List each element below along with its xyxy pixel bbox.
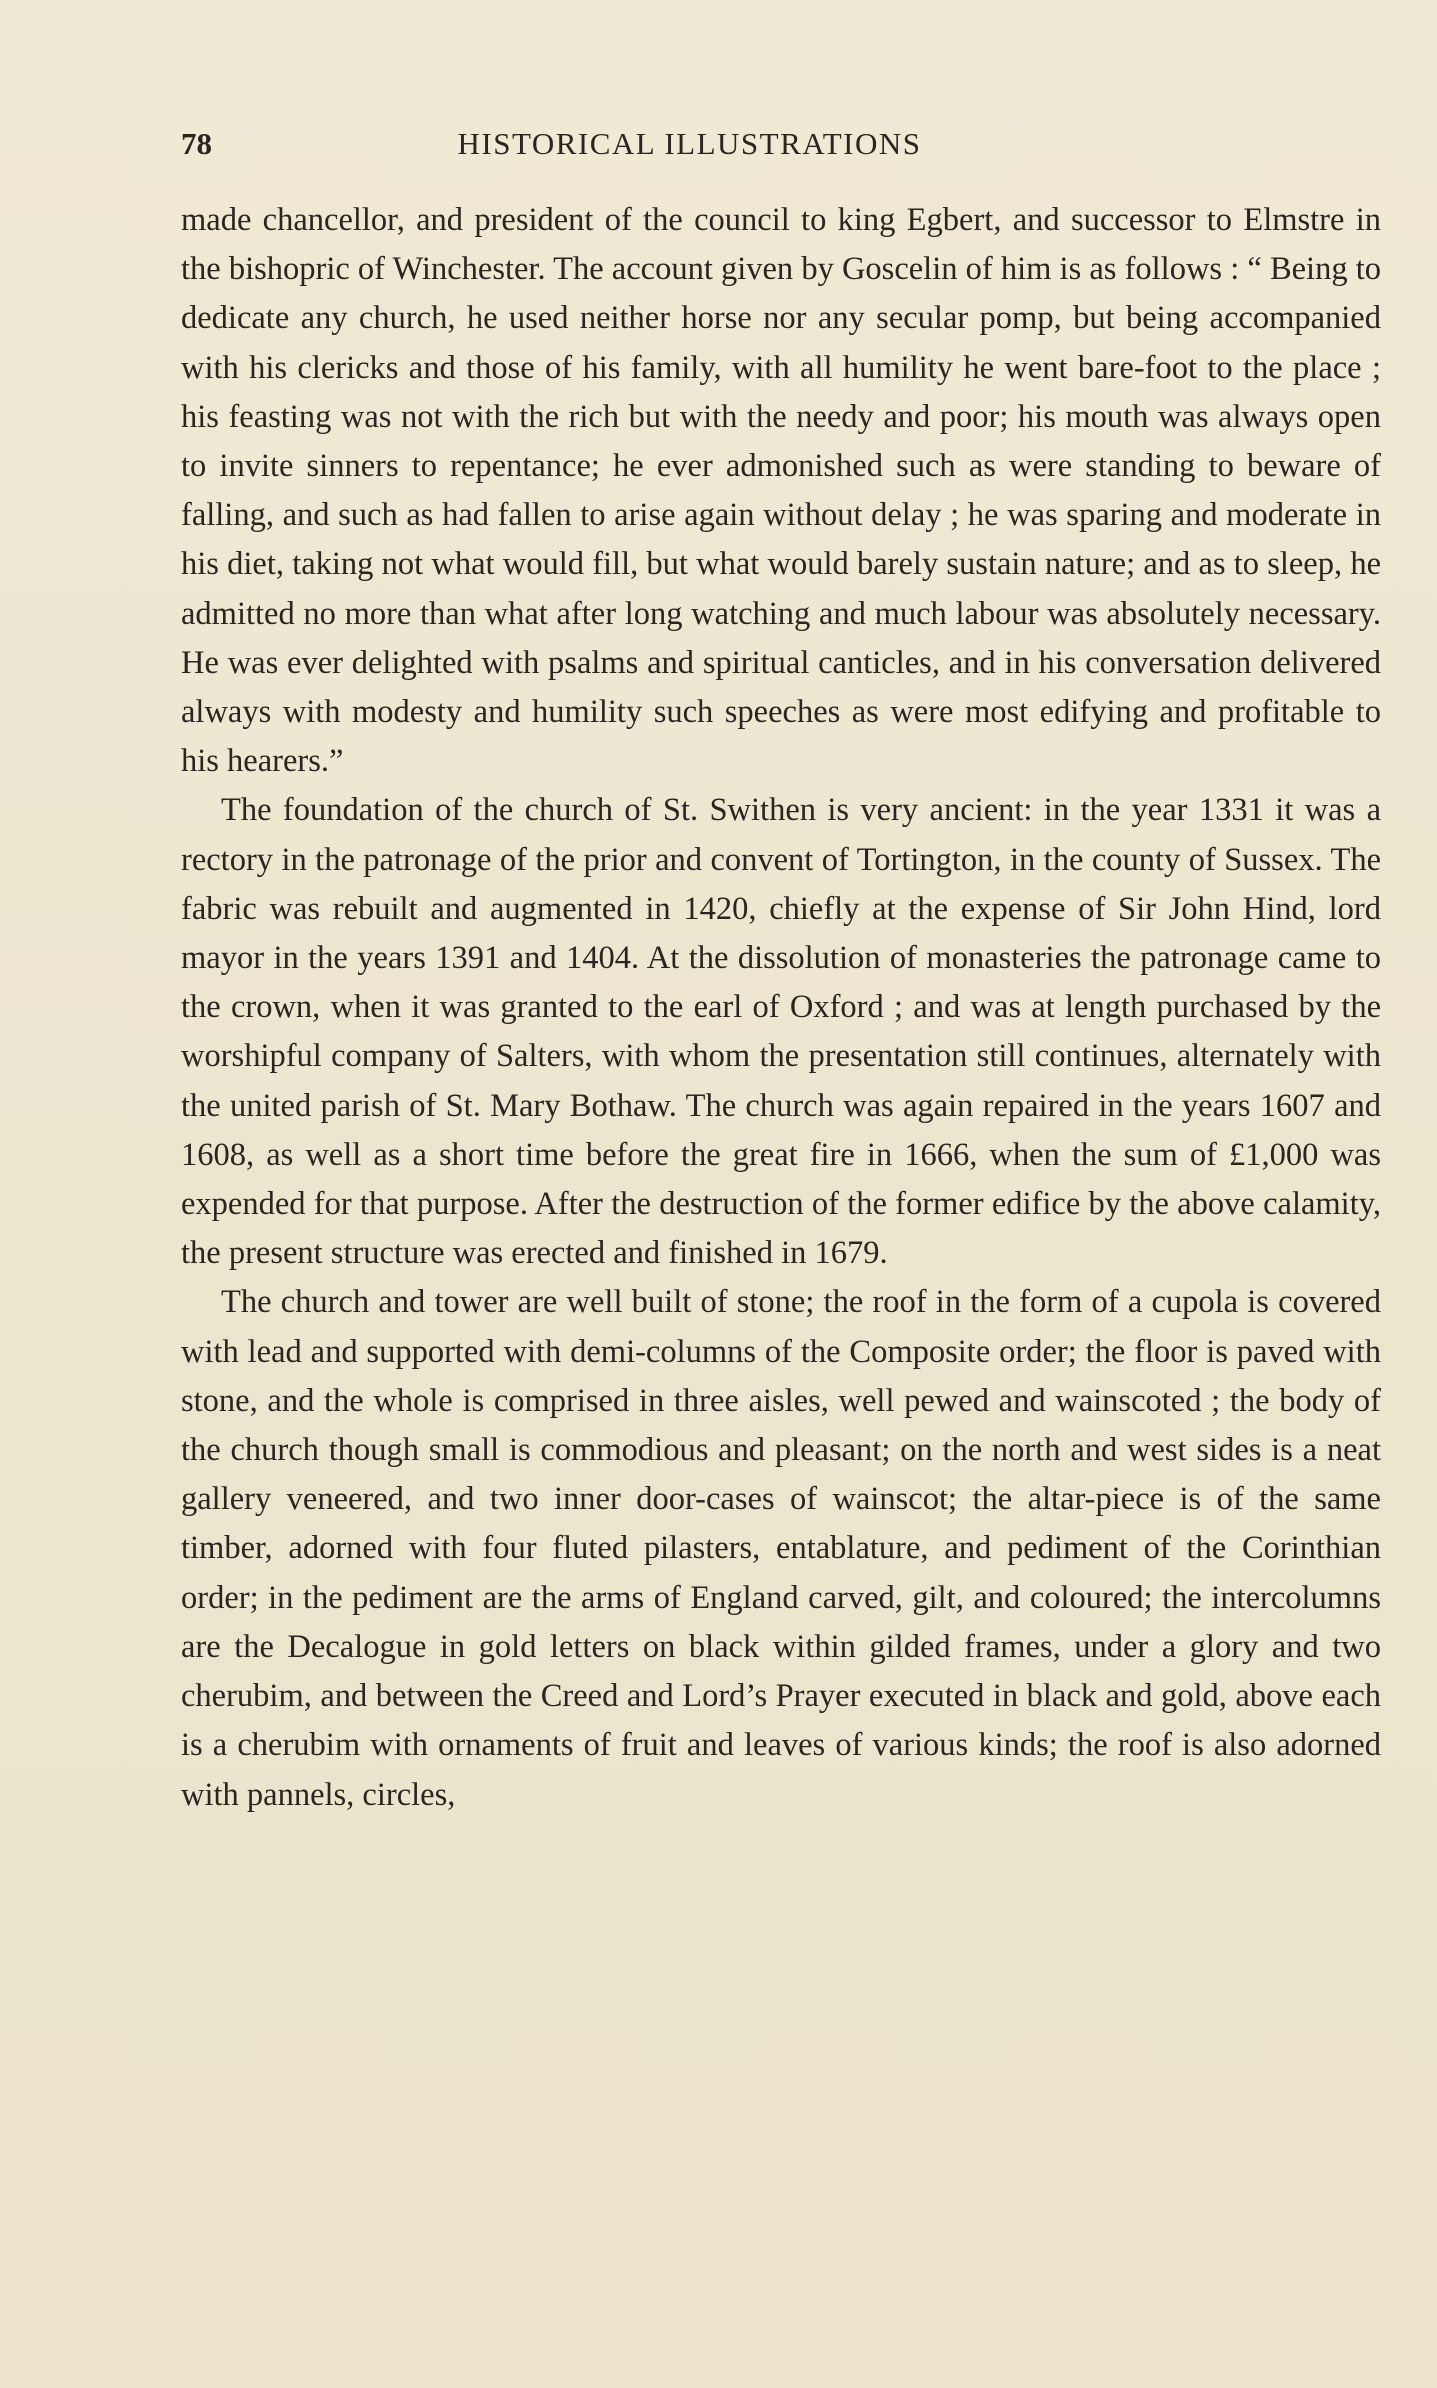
paragraph-continued: made chancellor, and president of the council to king Egbert, and successor to Elmstre in the bishopric of Winchester. The account given by Goscelin of him is as follows : “ Being to dedicate any church, he used neither horse nor any secular pomp, but being accompanied with his clericks and those of his family, with all humility he went bare-foot to the place ; his feasting was not with the rich but with the needy and poor; his mouth was always open to invite sinners to repentance; he ever admonished such as were standing to beware of falling, and such as had fallen to arise again without delay ; he was sparing and moderate in his diet, taking not what would fill, but what would barely sustain nature; and as to sleep, he admitted no more than what after long watching and much labour was absolutely necessary. He was ever delighted with psalms and spiritual canticles, and in his conversation delivered always with modesty and humility such speeches as were most edifying and profitable to his hearers.” — [181, 202, 1381, 780]
page-header — [181, 126, 1379, 176]
paragraph-description: The church and tower are well built of stone; the roof in the form of a cupola is covered with lead and supported with demi-columns of the Composite order; the floor is paved with stone, and the whole is comprised in three aisles, well pewed and wainscoted ; the body of the church though small is commodious and pleasant; on the north and west sides is a neat gallery veneered, and two inner door-cases of wainscot; the altar-piece is of the same timber, adorned with four fluted pilasters, entablature, and pediment of the Corinthian order; in the pediment are the arms of England carved, gilt, and coloured; the intercolumns are the Decalogue in gold letters on black within gilded frames, under a glory and two cherubim, and between the Creed and Lord’s Prayer executed in black and gold, above each is a cherubim with ornaments of fruit and leaves of various kinds; the roof is also adorned with pannels, circles, — [181, 1284, 1381, 1813]
paragraph-foundation: The foundation of the church of St. Swithen is very ancient: in the year 1331 it was a rectory in the patronage of the prior and convent of Tortington, in the county of Sussex. The fabric was rebuilt and augmented in 1420, chiefly at the expense of Sir John Hind, lord mayor in the years 1391 and 1404. At the dissolution of monasteries the patronage came to the crown, when it was granted to the earl of Oxford ; and was at length purchased by the worshipful company of Salters, with whom the presentation still continues, alternately with the united parish of St. Mary Bothaw. The church was again repaired in the years 1607 and 1608, as well as a short time before the great fire in 1666, when the sum of £1,000 was expended for that purpose. After the destruction of the former edifice by the above calamity, the present structure was erected and finished in 1679. — [181, 792, 1381, 1272]
running-title: HISTORICAL ILLUSTRATIONS — [457, 126, 922, 161]
page-number: 78 — [181, 126, 212, 161]
body-text — [181, 196, 1381, 1820]
